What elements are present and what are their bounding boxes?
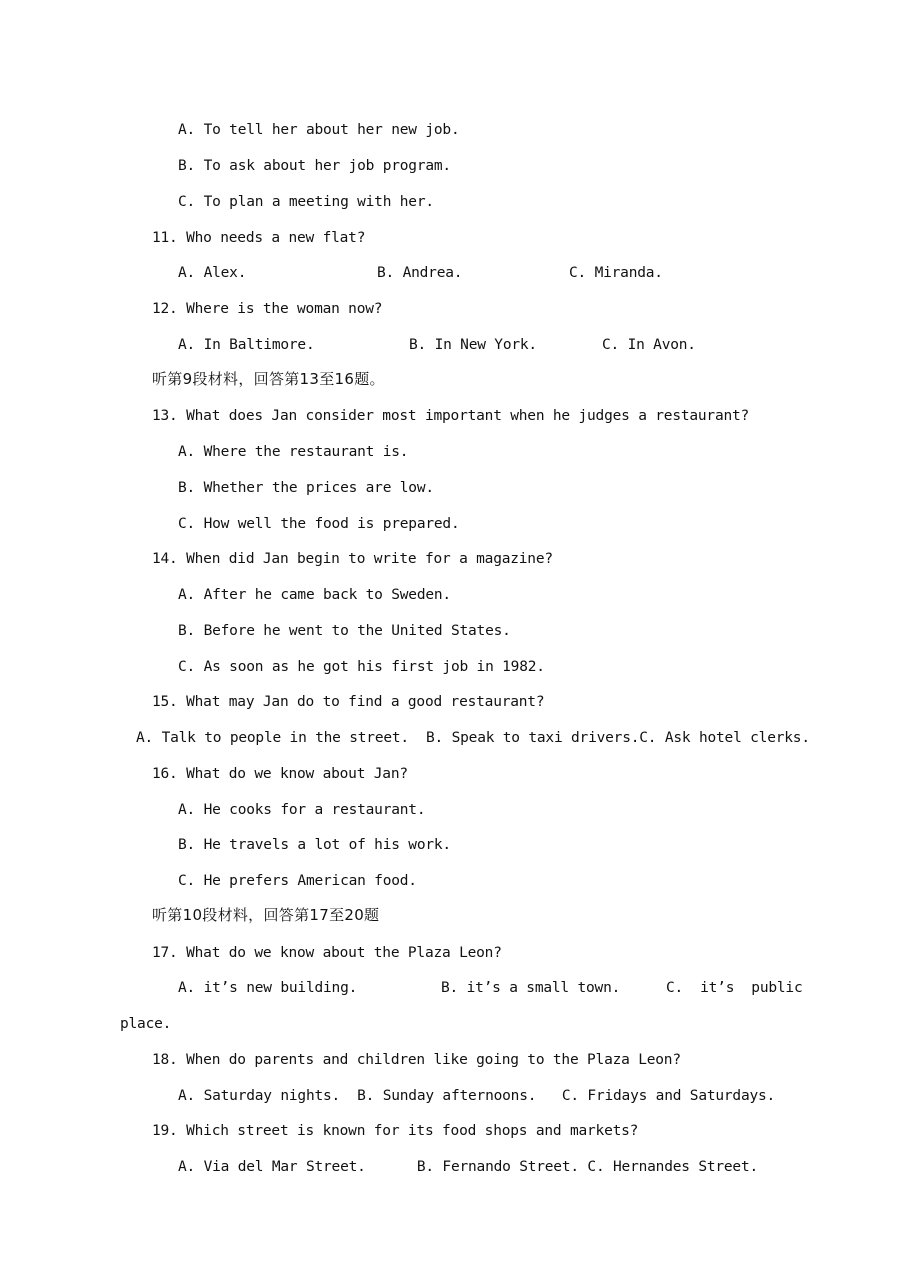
q17-option-c-continued: place. <box>120 1016 172 1032</box>
q13-option-a: A. Where the restaurant is. <box>178 444 409 460</box>
q17-options <box>0 978 910 998</box>
q14-option-c: C. As soon as he got his first job in 1982. <box>178 659 545 675</box>
q18-stem: 18. When do parents and children like going to the Plaza Leon? <box>152 1052 681 1068</box>
q12-option-b: B. In New York. <box>409 337 537 353</box>
q10-option-c: C. To plan a meeting with her. <box>178 194 434 210</box>
q12-option-c: C. In Avon. <box>602 337 696 353</box>
q16-stem: 16. What do we know about Jan? <box>152 766 408 782</box>
q13-option-b: B. Whether the prices are low. <box>178 480 434 496</box>
q13-stem: 13. What does Jan consider most important when he judges a restaurant? <box>152 408 750 424</box>
q11-options <box>0 263 910 283</box>
q17-option-c: C. it’s public <box>666 980 803 996</box>
q10-option-a: A. To tell her about her new job. <box>178 122 460 138</box>
q11-option-a: A. Alex. <box>178 265 247 281</box>
section-10-heading: 听第10段材料，回答第17至20题 <box>152 906 380 924</box>
q11-stem: 11. Who needs a new flat? <box>152 230 366 246</box>
q15-options: A. Talk to people in the street. B. Speak to taxi drivers.C. Ask hotel clerks. <box>136 730 810 746</box>
q14-option-b: B. Before he went to the United States. <box>178 623 511 639</box>
q19-stem: 19. Which street is known for its food shops and markets? <box>152 1123 639 1139</box>
q18-options: A. Saturday nights. B. Sunday afternoons. C. Fridays and Saturdays. <box>178 1088 776 1104</box>
q12-options <box>0 335 910 355</box>
q13-option-c: C. How well the food is prepared. <box>178 516 460 532</box>
q10-option-b: B. To ask about her job program. <box>178 158 451 174</box>
q14-option-a: A. After he came back to Sweden. <box>178 587 451 603</box>
q12-option-a: A. In Baltimore. <box>178 337 315 353</box>
q19-options: A. Via del Mar Street. B. Fernando Street. C. Hernandes Street. <box>178 1159 759 1175</box>
q16-option-c: C. He prefers American food. <box>178 873 417 889</box>
q16-option-b: B. He travels a lot of his work. <box>178 837 451 853</box>
q11-option-b: B. Andrea. <box>377 265 463 281</box>
q11-option-c: C. Miranda. <box>569 265 663 281</box>
q15-stem: 15. What may Jan do to find a good restaurant? <box>152 694 545 710</box>
section-9-heading: 听第9段材料，回答第13至16题。 <box>152 370 385 388</box>
q17-option-a: A. it’s new building. <box>178 980 358 996</box>
q14-stem: 14. When did Jan begin to write for a magazine? <box>152 551 553 567</box>
q17-stem: 17. What do we know about the Plaza Leon? <box>152 945 502 961</box>
q16-option-a: A. He cooks for a restaurant. <box>178 802 426 818</box>
q12-stem: 12. Where is the woman now? <box>152 301 383 317</box>
q17-option-b: B. it’s a small town. <box>441 980 621 996</box>
